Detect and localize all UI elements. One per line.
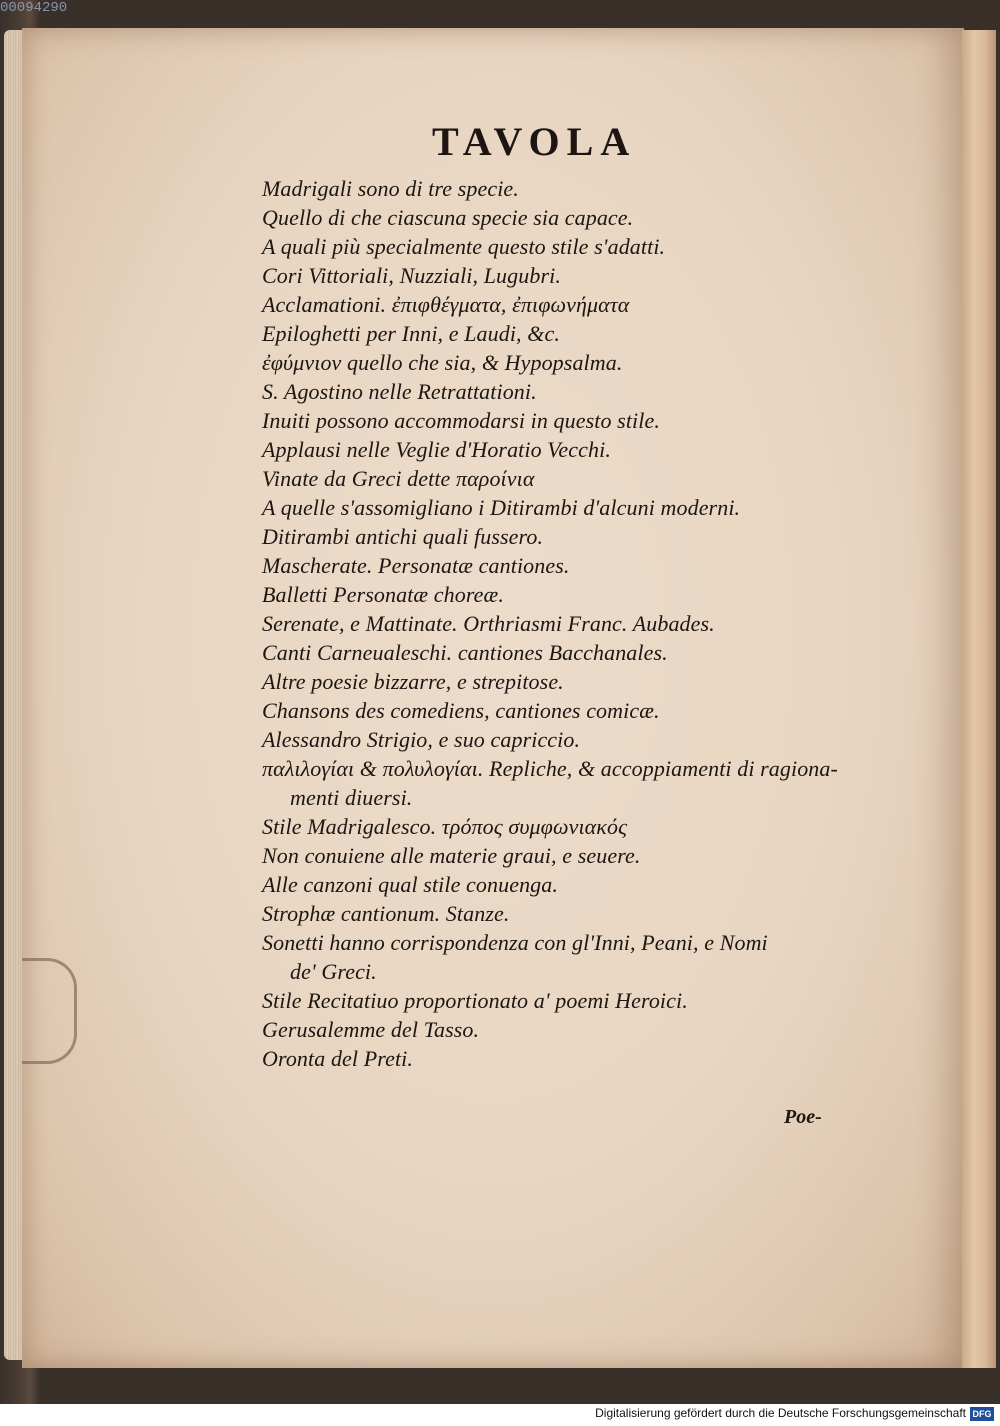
toc-entry: Balletti Personatæ choreæ. xyxy=(262,582,504,607)
toc-entry: Serenate, e Mattinate. Orthriasmi Franc. Aubades. xyxy=(262,611,715,636)
toc-entry: Canti Carneualeschi. cantiones Bacchanales. xyxy=(262,640,668,665)
toc-entry: Gerusalemme del Tasso. xyxy=(262,1017,480,1042)
page-header: TAVOLA xyxy=(432,119,637,164)
toc-entry: A quali più specialmente questo stile s'adatti. xyxy=(262,234,666,259)
toc-entry: Cori Vittoriali, Nuzziali, Lugubri. xyxy=(262,263,561,288)
toc-entry-continuation: menti diuersi. xyxy=(290,785,413,810)
toc-entry: Ditirambi antichi quali fussero. xyxy=(262,524,544,549)
toc-entry: Mascherate. Personatæ cantiones. xyxy=(262,553,570,578)
toc-entry: Alessandro Strigio, e suo capriccio. xyxy=(262,727,581,752)
toc-entry: παλιλογίαι & πολυλογίαι. Repliche, & accoppiamenti di ragiona- xyxy=(262,756,838,781)
toc-entry: ἐφύμνιον quello che sia, & Hypopsalma. xyxy=(262,350,623,375)
table-of-contents-list xyxy=(262,174,902,1073)
toc-entry: Vinate da Greci dette παροίνια xyxy=(262,466,535,491)
toc-entry: Sonetti hanno corrispondenza con gl'Inni, Peani, e Nomi xyxy=(262,930,768,955)
toc-entry: Inuiti possono accommodarsi in questo stile. xyxy=(262,408,660,433)
digitization-credit: Digitalisierung gefördert durch die Deutsche Forschungsgemeinschaft xyxy=(595,1406,966,1420)
toc-entry: A quelle s'assomigliano i Ditirambi d'alcuni moderni. xyxy=(262,495,741,520)
page-id: 00094290 xyxy=(0,0,68,16)
toc-entry: Applausi nelle Veglie d'Horatio Vecchi. xyxy=(262,437,611,462)
toc-entry: Oronta del Preti. xyxy=(262,1046,413,1071)
toc-entry: Stile Madrigalesco. τρόπος συμφωνιακός xyxy=(262,814,628,839)
toc-entry: Alle canzoni qual stile conuenga. xyxy=(262,872,558,897)
facing-page-edge xyxy=(962,30,996,1368)
dfg-logo-icon: DFG xyxy=(970,1407,994,1421)
toc-entry: Non conuiene alle materie graui, e seuere. xyxy=(262,843,641,868)
toc-entry: Strophæ cantionum. Stanze. xyxy=(262,901,510,926)
clasp-mark xyxy=(22,958,77,1064)
toc-entry: Acclamationi. ἐπιφθέγματα, ἐπιφωνήματα xyxy=(262,292,630,317)
toc-entry: S. Agostino nelle Retrattationi. xyxy=(262,379,537,404)
toc-entry-continuation: de' Greci. xyxy=(290,959,377,984)
toc-entry: Stile Recitatiuo proportionato a' poemi Heroici. xyxy=(262,988,688,1013)
toc-entry: Epiloghetti per Inni, e Laudi, &c. xyxy=(262,321,560,346)
toc-entry: Madrigali sono di tre specie. xyxy=(262,176,519,201)
toc-entry: Altre poesie bizzarre, e strepitose. xyxy=(262,669,564,694)
toc-entry: Quello di che ciascuna specie sia capace. xyxy=(262,205,634,230)
catchword: Poe- xyxy=(784,1106,822,1128)
toc-entry: Chansons des comediens, cantiones comicæ. xyxy=(262,698,660,723)
